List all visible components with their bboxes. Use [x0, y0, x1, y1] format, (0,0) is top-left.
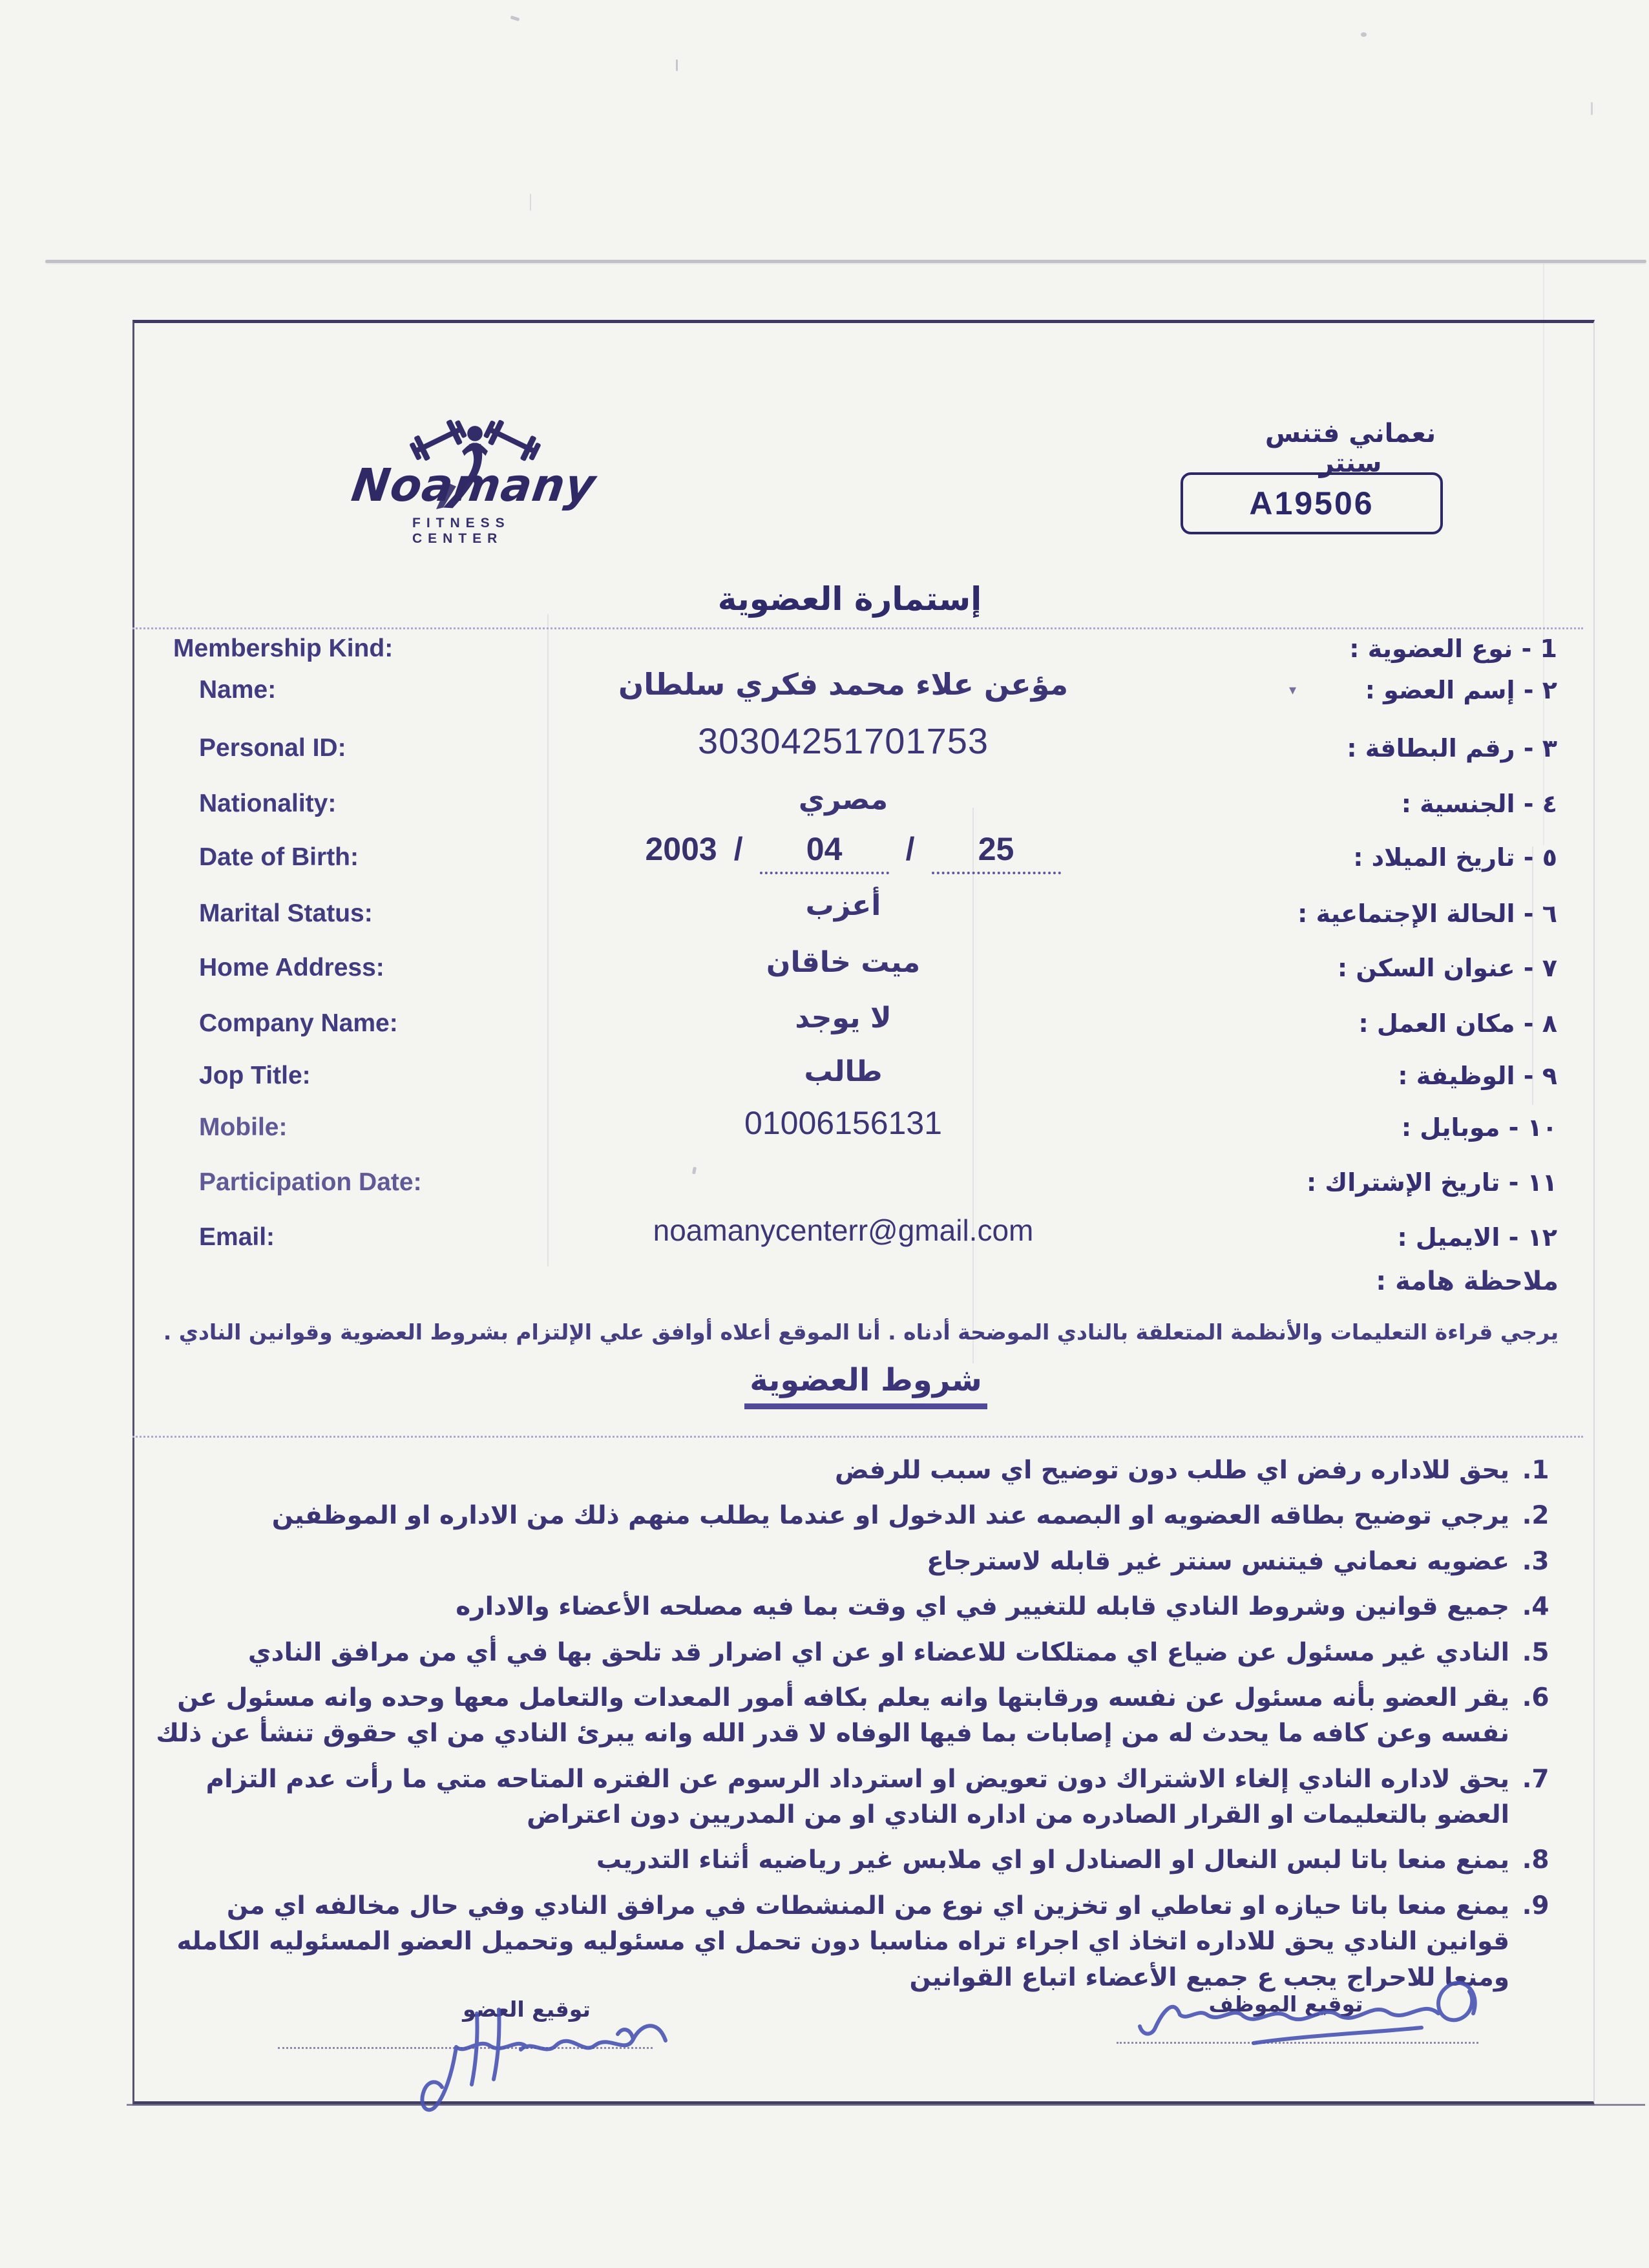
label-en-membership-kind: Membership Kind:: [173, 635, 394, 662]
field-row-date-of-birth: [132, 831, 1560, 885]
separator-dotted: [132, 1436, 1583, 1438]
terms-heading-wrap: [672, 1362, 1060, 1409]
label-ar-mobile: ١٠ - موبايل :: [1401, 1113, 1557, 1142]
label-en-job-title: Jop Title:: [199, 1062, 311, 1089]
noamany-logo: [348, 414, 600, 546]
label-en-mobile: Mobile:: [199, 1113, 288, 1141]
label-en-email: Email:: [199, 1223, 275, 1251]
label-en-date-of-birth: Date of Birth:: [199, 843, 359, 871]
label-en-company-name: Company Name:: [199, 1009, 398, 1037]
value-name: مؤعن علاء محمد فكري سلطان: [618, 667, 1069, 702]
important-note-heading: ملاحظة هامة :: [1376, 1266, 1559, 1296]
term-item: 7. يحق لاداره النادي إلغاء الاشتراك دون تعويض او استرداد الرسوم عن الفتره المتاحه متي ما رأت عدم التزام العضو بالتعليمات او القرار الصادره من اداره النادي او من المدريين دون اعتراض: [149, 1761, 1513, 1833]
field-row-participation-date: [132, 1168, 1560, 1210]
label-ar-company-name: ٨ - مكان العمل :: [1358, 1009, 1557, 1038]
separator-dotted: [132, 627, 1583, 629]
member-signature-label: توقيع العضو: [463, 1997, 591, 2022]
value-home-address: ميت خاقان: [766, 946, 921, 979]
scan-paper-edge: [45, 260, 1646, 263]
label-ar-membership-kind: 1 - نوع العضوية :: [1349, 635, 1557, 663]
scan-speck: [676, 59, 678, 71]
value-email: noamanycenterr@gmail.com: [653, 1213, 1034, 1247]
label-ar-nationality: ٤ - الجنسية :: [1401, 790, 1557, 818]
term-item: 4. جميع قوانين وشروط النادي قابله للتغيير في اي وقت بما فيه مصلحه الأعضاء والاداره: [149, 1589, 1513, 1624]
field-row-marital-status: [132, 889, 1560, 941]
scan-speck: [1361, 32, 1367, 37]
member-signature-ink: [271, 1964, 698, 2116]
term-item: 3. عضويه نعماني فيتنس سنتر غير قابله لاسترجاع: [149, 1544, 1513, 1579]
membership-terms-list: [149, 1453, 1552, 2005]
value-job-title: طالب: [804, 1055, 883, 1088]
label-en-marital-status: Marital Status:: [199, 899, 373, 927]
dob-month: 04: [760, 830, 889, 874]
dob-day: 25: [932, 830, 1061, 874]
field-row-home-address: [132, 946, 1560, 995]
label-en-personal-id: Personal ID:: [199, 734, 346, 762]
field-row-email: [132, 1213, 1560, 1265]
scan-speck: [510, 16, 520, 21]
brand-name-arabic: نعماني فتنس سنتر: [1265, 419, 1436, 478]
field-row-name: [132, 667, 1560, 717]
scan-mark: ▾: [1289, 682, 1297, 698]
label-ar-name: ٢ - إسم العضو :: [1365, 676, 1557, 704]
label-ar-participation-date: ١١ - تاريخ الإشتراك :: [1306, 1168, 1557, 1197]
form-title: إستمارة العضوية: [717, 580, 982, 618]
value-personal-id: 30304251701753: [697, 720, 989, 761]
label-en-name: Name:: [199, 676, 277, 704]
label-ar-marital-status: ٦ - الحالة الإجتماعية :: [1297, 899, 1557, 928]
label-ar-date-of-birth: ٥ - تاريخ الميلاد :: [1353, 843, 1557, 872]
field-row-mobile: [132, 1105, 1560, 1155]
dob-slash: /: [733, 831, 743, 867]
field-row-company-name: [132, 1002, 1560, 1051]
membership-code: A19506: [1249, 485, 1374, 521]
term-item: 8. يمنع منعا باتا لبس النعال او الصنادل او اي ملابس غير رياضيه أثناء التدريب: [149, 1842, 1513, 1878]
term-item: 1. يحق للاداره رفض اي طلب دون توضيح اي سبب للرفض: [149, 1453, 1513, 1488]
field-row-nationality: [132, 783, 1560, 831]
label-ar-email: ١٢ - الايميل :: [1397, 1223, 1557, 1252]
label-ar-home-address: ٧ - عنوان السكن :: [1337, 954, 1557, 982]
field-row-job-title: [132, 1055, 1560, 1103]
value-marital-status: أعزب: [805, 889, 881, 922]
logo-wordmark: Noamany: [348, 459, 600, 512]
scan-speck: [530, 194, 531, 211]
value-nationality: مصري: [798, 783, 888, 816]
dob-slash: /: [905, 831, 915, 867]
staff-signature-ink: [1060, 1951, 1512, 2068]
membership-code-box: [1181, 472, 1443, 534]
label-ar-job-title: ٩ - الوظيفة :: [1398, 1062, 1557, 1090]
term-item: 2. يرجي توضيح بطاقه العضويه او البصمه عند الدخول او عندما يطلب منهم ذلك من الاداره او الموظفين: [149, 1498, 1513, 1533]
term-item: 9. يمنع منعا باتا حيازه او تعاطي او تخزين اي نوع من المنشطات في مرافق النادي وفي حال مخالفه اي من قوانين النادي يحق للاداره اتخاذ اي اجراء تراه مناسبا دون تحمل اي مسئوليه وتحميل العضو المسئوليه الكامله ومنعا للاحراج يجب ع جميع الأعضاء اتباع القوانين: [149, 1888, 1513, 1995]
term-item: 5. النادي غير مسئول عن ضياع اي ممتلكات للاعضاء او عن اي اضرار قد تلحق بها في أي من مرافق النادي: [149, 1635, 1513, 1670]
label-ar-personal-id: ٣ - رقم البطاقة :: [1347, 734, 1557, 762]
value-mobile: 01006156131: [744, 1105, 942, 1141]
term-item: 6. يقر العضو بأنه مسئول عن نفسه ورقابتها وانه يعلم بكافه أمور المعدات والتعامل معها وحده وانه مسئول عن نفسه وعن كافه ما يحدث له من إصابات بما فيها الوفاه لا قدر الله وانه يبرئ النادي من اي حقوق تنشأ عن ذلك: [149, 1680, 1513, 1752]
value-date-of-birth: [536, 830, 1170, 874]
label-en-home-address: Home Address:: [199, 954, 384, 982]
label-en-nationality: Nationality:: [199, 790, 337, 817]
important-note-text: يرجي قراءة التعليمات والأنظمة المتعلقة بالنادي الموضحة أدناه . أنا الموقع أعلاه أوافق علي الإلتزام بشروط العضوية وقوانين النادي .: [163, 1319, 1559, 1345]
label-en-participation-date: Participation Date:: [199, 1168, 422, 1196]
value-company-name: لا يوجد: [795, 1002, 892, 1034]
terms-heading: شروط العضوية: [744, 1362, 987, 1409]
scan-speck: [1591, 102, 1593, 115]
logo-tagline: FITNESS CENTER: [412, 516, 510, 546]
dob-year: 2003: [645, 831, 717, 867]
field-row-personal-id: [132, 720, 1560, 775]
staff-signature-label: توقيع الموظف: [1208, 1991, 1363, 2017]
